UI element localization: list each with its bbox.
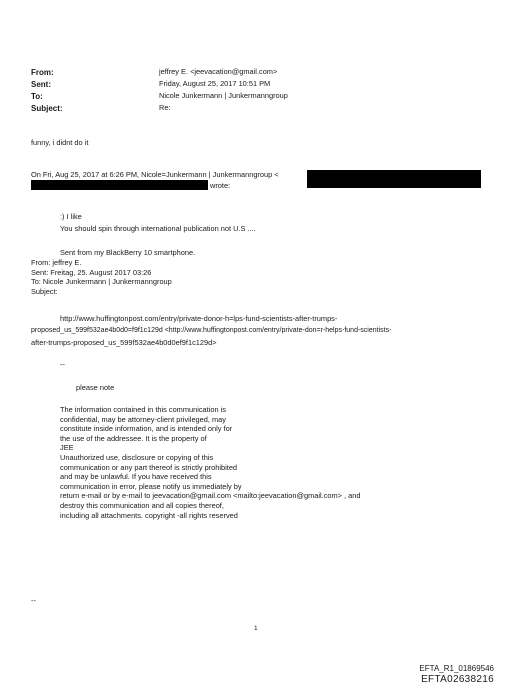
please-note: please note — [76, 383, 115, 392]
redaction-box — [307, 170, 481, 188]
fwd-from: From: jeffrey E. — [31, 258, 82, 267]
signature-dash: -- — [60, 360, 65, 369]
disclaimer-line: and may be unlawful. If you have received this — [60, 472, 212, 482]
forward-header — [31, 258, 172, 296]
disclaimer-line: return e-mail or by e-mail to jeevacation@gmail.com <mailto:jeevacation@gmail.com> , and — [60, 491, 361, 501]
disclaimer-line: communication in error, please notify us immediately by — [60, 481, 242, 491]
subject-value: Re: — [159, 103, 171, 112]
quote-wrote: wrote: — [210, 181, 231, 190]
disclaimer-line: The information contained in this communication is — [60, 405, 226, 414]
link-line[interactable]: proposed_us_599f532ae4b0d0=f9f1c129d <http://www.huffingtonpost.com/entry/private-don=r-helps-fund-scientists- — [31, 327, 392, 334]
disclaimer-line: confidential, may be attorney-client privileged, may — [60, 414, 226, 424]
disclaimer-line: Unauthorized use, disclosure or copying of this — [60, 452, 214, 462]
subject-label: Subject: — [31, 104, 63, 113]
sent-value: Friday, August 25, 2017 10:51 PM — [159, 79, 271, 88]
link-line[interactable]: after-trumps-proposed_us_599f532ae4b0d0ef9f1c129d> — [31, 338, 217, 347]
sent-label: Sent: — [31, 80, 51, 89]
to-label: To: — [31, 92, 43, 101]
disclaimer — [60, 405, 361, 520]
sent-from-line: Sent from my BlackBerry 10 smartphone. — [60, 248, 196, 257]
disclaimer-line: including all attachments. copyright -all rights reserved — [60, 510, 238, 520]
fwd-to: To: Nicole Junkermann | Junkermanngroup — [31, 277, 172, 287]
fwd-subject: Subject: — [31, 286, 58, 296]
to-value: Nicole Junkermann | Junkermanngroup — [159, 91, 288, 100]
fwd-sent: Sent: Freitag, 25. August 2017 03:26 — [31, 267, 152, 277]
from-value: jeffrey E. <jeevacation@gmail.com> — [159, 67, 278, 76]
link-line[interactable]: http://www.huffingtonpost.com/entry/private-donor-h=lps-fund-scientists-after-trumps- — [60, 314, 338, 323]
quote-intro: On Fri, Aug 25, 2017 at 6:26 PM, Nicole=Junkermann | Junkermanngroup < — [31, 170, 279, 179]
disclaimer-line: JEE — [60, 443, 74, 453]
footer-id-2: EFTA02638216 — [421, 674, 494, 685]
end-dash: -- — [31, 596, 36, 605]
redaction-box — [31, 180, 208, 190]
disclaimer-line: the use of the addressee. It is the property of — [60, 433, 207, 443]
from-label: From: — [31, 68, 54, 77]
disclaimer-line: communication or any part thereof is strictly prohibited — [60, 462, 238, 472]
disclaimer-line: destroy this communication and all copies thereof, — [60, 500, 224, 510]
page-number: 1 — [254, 625, 258, 632]
reply-text: funny, i didnt do it — [31, 138, 89, 147]
quote-line: :) I like — [60, 212, 82, 221]
disclaimer-line: constitute inside information, and is intended only for — [60, 424, 233, 434]
quote-line: You should spin through international publication not U.S .... — [60, 224, 256, 233]
footer-id-1: EFTA_R1_01869546 — [419, 664, 494, 673]
